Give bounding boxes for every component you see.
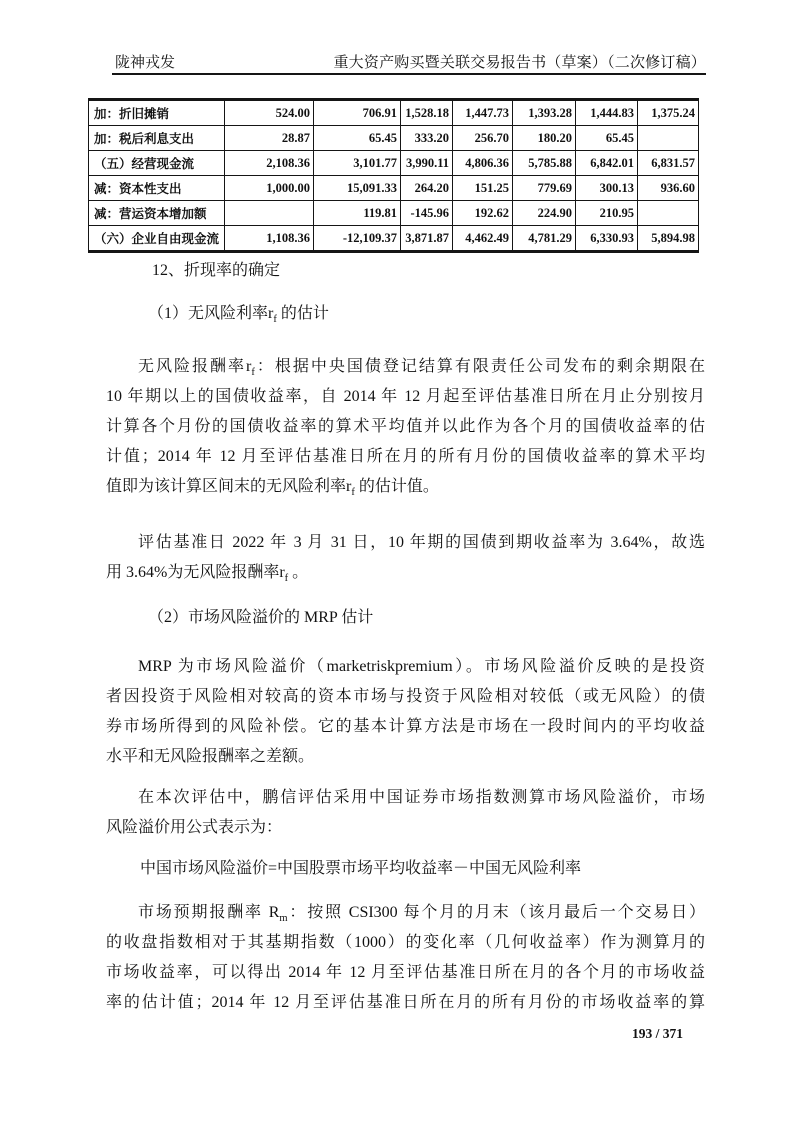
- text-segment: 券市场所得到的风险补偿。它的基本计算方法是市场在一段时间内的平均收益: [106, 718, 705, 735]
- cell-value: 524.00: [225, 100, 314, 126]
- cell-value: 936.60: [638, 176, 699, 201]
- text-line: [106, 472, 705, 502]
- text-line: [106, 412, 705, 442]
- cell-value: 3,101.77: [314, 151, 401, 176]
- row-label: 加：折旧摊销: [89, 100, 225, 126]
- subscript-text: m: [279, 913, 288, 925]
- text-segment: 值即为该计算区间末的无风险利率r: [106, 478, 352, 495]
- row-label: 减：资本性支出: [89, 176, 225, 201]
- subscript-text: f: [251, 367, 255, 379]
- text-segment: ：按照 CSI300 每个月的月末（该月最后一个交易日）: [287, 904, 705, 921]
- subscript-text: f: [273, 314, 277, 326]
- para-risk-free-method: [106, 352, 705, 502]
- cell-value: 210.95: [576, 201, 638, 226]
- cell-value: 119.81: [314, 201, 401, 226]
- text-segment: 的收盘指数相对于其基期指数（1000）的变化率（几何收益率）作为测算月的: [106, 934, 705, 951]
- text-segment: 水平和无风险报酬率之差额。: [106, 748, 315, 765]
- text-segment: MRP 为市场风险溢价（marketriskpremium）。市场风险溢价反映的是投资: [138, 658, 705, 675]
- cell-value: 224.90: [513, 201, 576, 226]
- text-segment: 风险溢价用公式表示为：: [106, 819, 283, 836]
- cell-value: 300.13: [576, 176, 638, 201]
- text-line: [106, 352, 705, 382]
- cell-value: 28.87: [225, 126, 314, 151]
- text-line: [106, 988, 705, 1018]
- cell-value: 1,528.18: [401, 100, 453, 126]
- text-line: [106, 928, 705, 958]
- text-segment: 市场收益率，可以得出 2014 年 12 月至评估基准日所在月的各个月的市场收益: [106, 964, 705, 981]
- cell-value: 5,785.88: [513, 151, 576, 176]
- text-line: [106, 528, 705, 558]
- text-line: [106, 742, 705, 772]
- page-number: 193 / 371: [631, 1026, 683, 1041]
- row-label: 加：税后利息支出: [89, 126, 225, 151]
- cell-value: 3,871.87: [401, 226, 453, 252]
- para-valuation-date: [106, 528, 705, 588]
- cell-value: 4,462.49: [453, 226, 513, 252]
- text-segment: 的估计: [276, 305, 329, 322]
- text-segment: 用 3.64%为无风险报酬率r: [106, 564, 285, 581]
- cell-value: 180.20: [513, 126, 576, 151]
- text-segment: 市场预期报酬率 R: [138, 904, 280, 921]
- text-line: [106, 712, 705, 742]
- cell-value: 1,444.83: [576, 100, 638, 126]
- cell-value: 779.69: [513, 176, 576, 201]
- row-label: 减：营运资本增加额: [89, 201, 225, 226]
- cell-value: 65.45: [314, 126, 401, 151]
- text-line: [106, 783, 705, 813]
- text-segment: 评估基准日 2022 年 3 月 31 日，10 年期的国债到期收益率为 3.64%，故选: [138, 534, 705, 551]
- cell-value: 2,108.36: [225, 151, 314, 176]
- cell-value: 3,990.11: [401, 151, 453, 176]
- text-line: [106, 558, 705, 588]
- text-line: [106, 958, 705, 988]
- text-segment: 在本次评估中，鹏信评估采用中国证券市场指数测算市场风险溢价，市场: [138, 789, 705, 806]
- heading-risk-free-rate: [148, 303, 329, 325]
- text-segment: 率的估计值；2014 年 12 月至评估基准日所在月的所有月份的市场收益率的算: [106, 994, 705, 1011]
- cell-value: 333.20: [401, 126, 453, 151]
- cell-value: 6,842.01: [576, 151, 638, 176]
- text-segment: 计值；2014 年 12 月至评估基准日所在月的所有月份的国债收益率的算术平均: [106, 448, 705, 465]
- cell-value: 6,330.93: [576, 226, 638, 252]
- text-segment: 中国市场风险溢价=中国股票市场平均收益率－中国无风险利率: [140, 860, 582, 877]
- text-line: [106, 442, 705, 472]
- cell-value: 192.62: [453, 201, 513, 226]
- text-segment: （2）市场风险溢价的 MRP 估计: [148, 609, 374, 626]
- text-segment: 计算各个月份的国债收益率的算术平均值并以此作为各个月的国债收益率的估: [106, 418, 705, 435]
- cell-value: 1,000.00: [225, 176, 314, 201]
- cell-value: 1,375.24: [638, 100, 699, 126]
- row-label: （五）经营现金流: [89, 151, 225, 176]
- para-expected-return: [106, 898, 705, 1018]
- cell-value: 4,781.29: [513, 226, 576, 252]
- cell-value: 1,393.28: [513, 100, 576, 126]
- heading-mrp: [148, 607, 373, 629]
- text-segment: 的估计值。: [354, 478, 439, 495]
- subscript-text: f: [284, 573, 289, 585]
- cell-value: -145.96: [401, 201, 453, 226]
- text-segment: 无风险报酬率r: [138, 358, 252, 375]
- para-mrp-definition: [106, 652, 705, 772]
- header-company-name: 陇神戎发: [115, 55, 176, 71]
- cell-value: 5,894.98: [638, 226, 699, 252]
- text-segment: ：根据中央国债登记结算有限责任公司发布的剩余期限在: [254, 358, 705, 375]
- cell-value: 4,806.36: [453, 151, 513, 176]
- cell-value: 706.91: [314, 100, 401, 126]
- text-segment: （1）无风险利率r: [148, 305, 274, 322]
- text-segment: 12、折现率的确定: [152, 262, 281, 279]
- cell-value: 256.70: [453, 126, 513, 151]
- text-segment: 者因投资于风险相对较高的资本市场与投资于风险相对较低（或无风险）的债: [106, 688, 705, 705]
- heading-discount-rate: [152, 260, 280, 282]
- text-line: [106, 813, 705, 843]
- cell-value: 15,091.33: [314, 176, 401, 201]
- formula-market-risk-premium: [140, 858, 581, 880]
- header-document-title: 重大资产购买暨关联交易报告书（草案）（二次修订稿）: [333, 55, 706, 71]
- text-line: [106, 898, 705, 928]
- cell-value: -12,109.37: [314, 226, 401, 252]
- text-segment: 10 年期以上的国债收益率，自 2014 年 12 月起至评估基准日所在月止分别按月: [106, 388, 705, 405]
- para-pengxin-method: [106, 783, 705, 843]
- row-label: （六）企业自由现金流: [89, 226, 225, 252]
- cell-value: 1,108.36: [225, 226, 314, 252]
- cell-value: 151.25: [453, 176, 513, 201]
- cell-value: 1,447.73: [453, 100, 513, 126]
- text-line: [106, 652, 705, 682]
- subscript-text: f: [351, 487, 355, 499]
- text-line: [106, 382, 705, 412]
- cell-value: 65.45: [576, 126, 638, 151]
- text-segment: 。: [288, 564, 309, 581]
- cell-value: 6,831.57: [638, 151, 699, 176]
- text-line: [106, 682, 705, 712]
- cell-value: 264.20: [401, 176, 453, 201]
